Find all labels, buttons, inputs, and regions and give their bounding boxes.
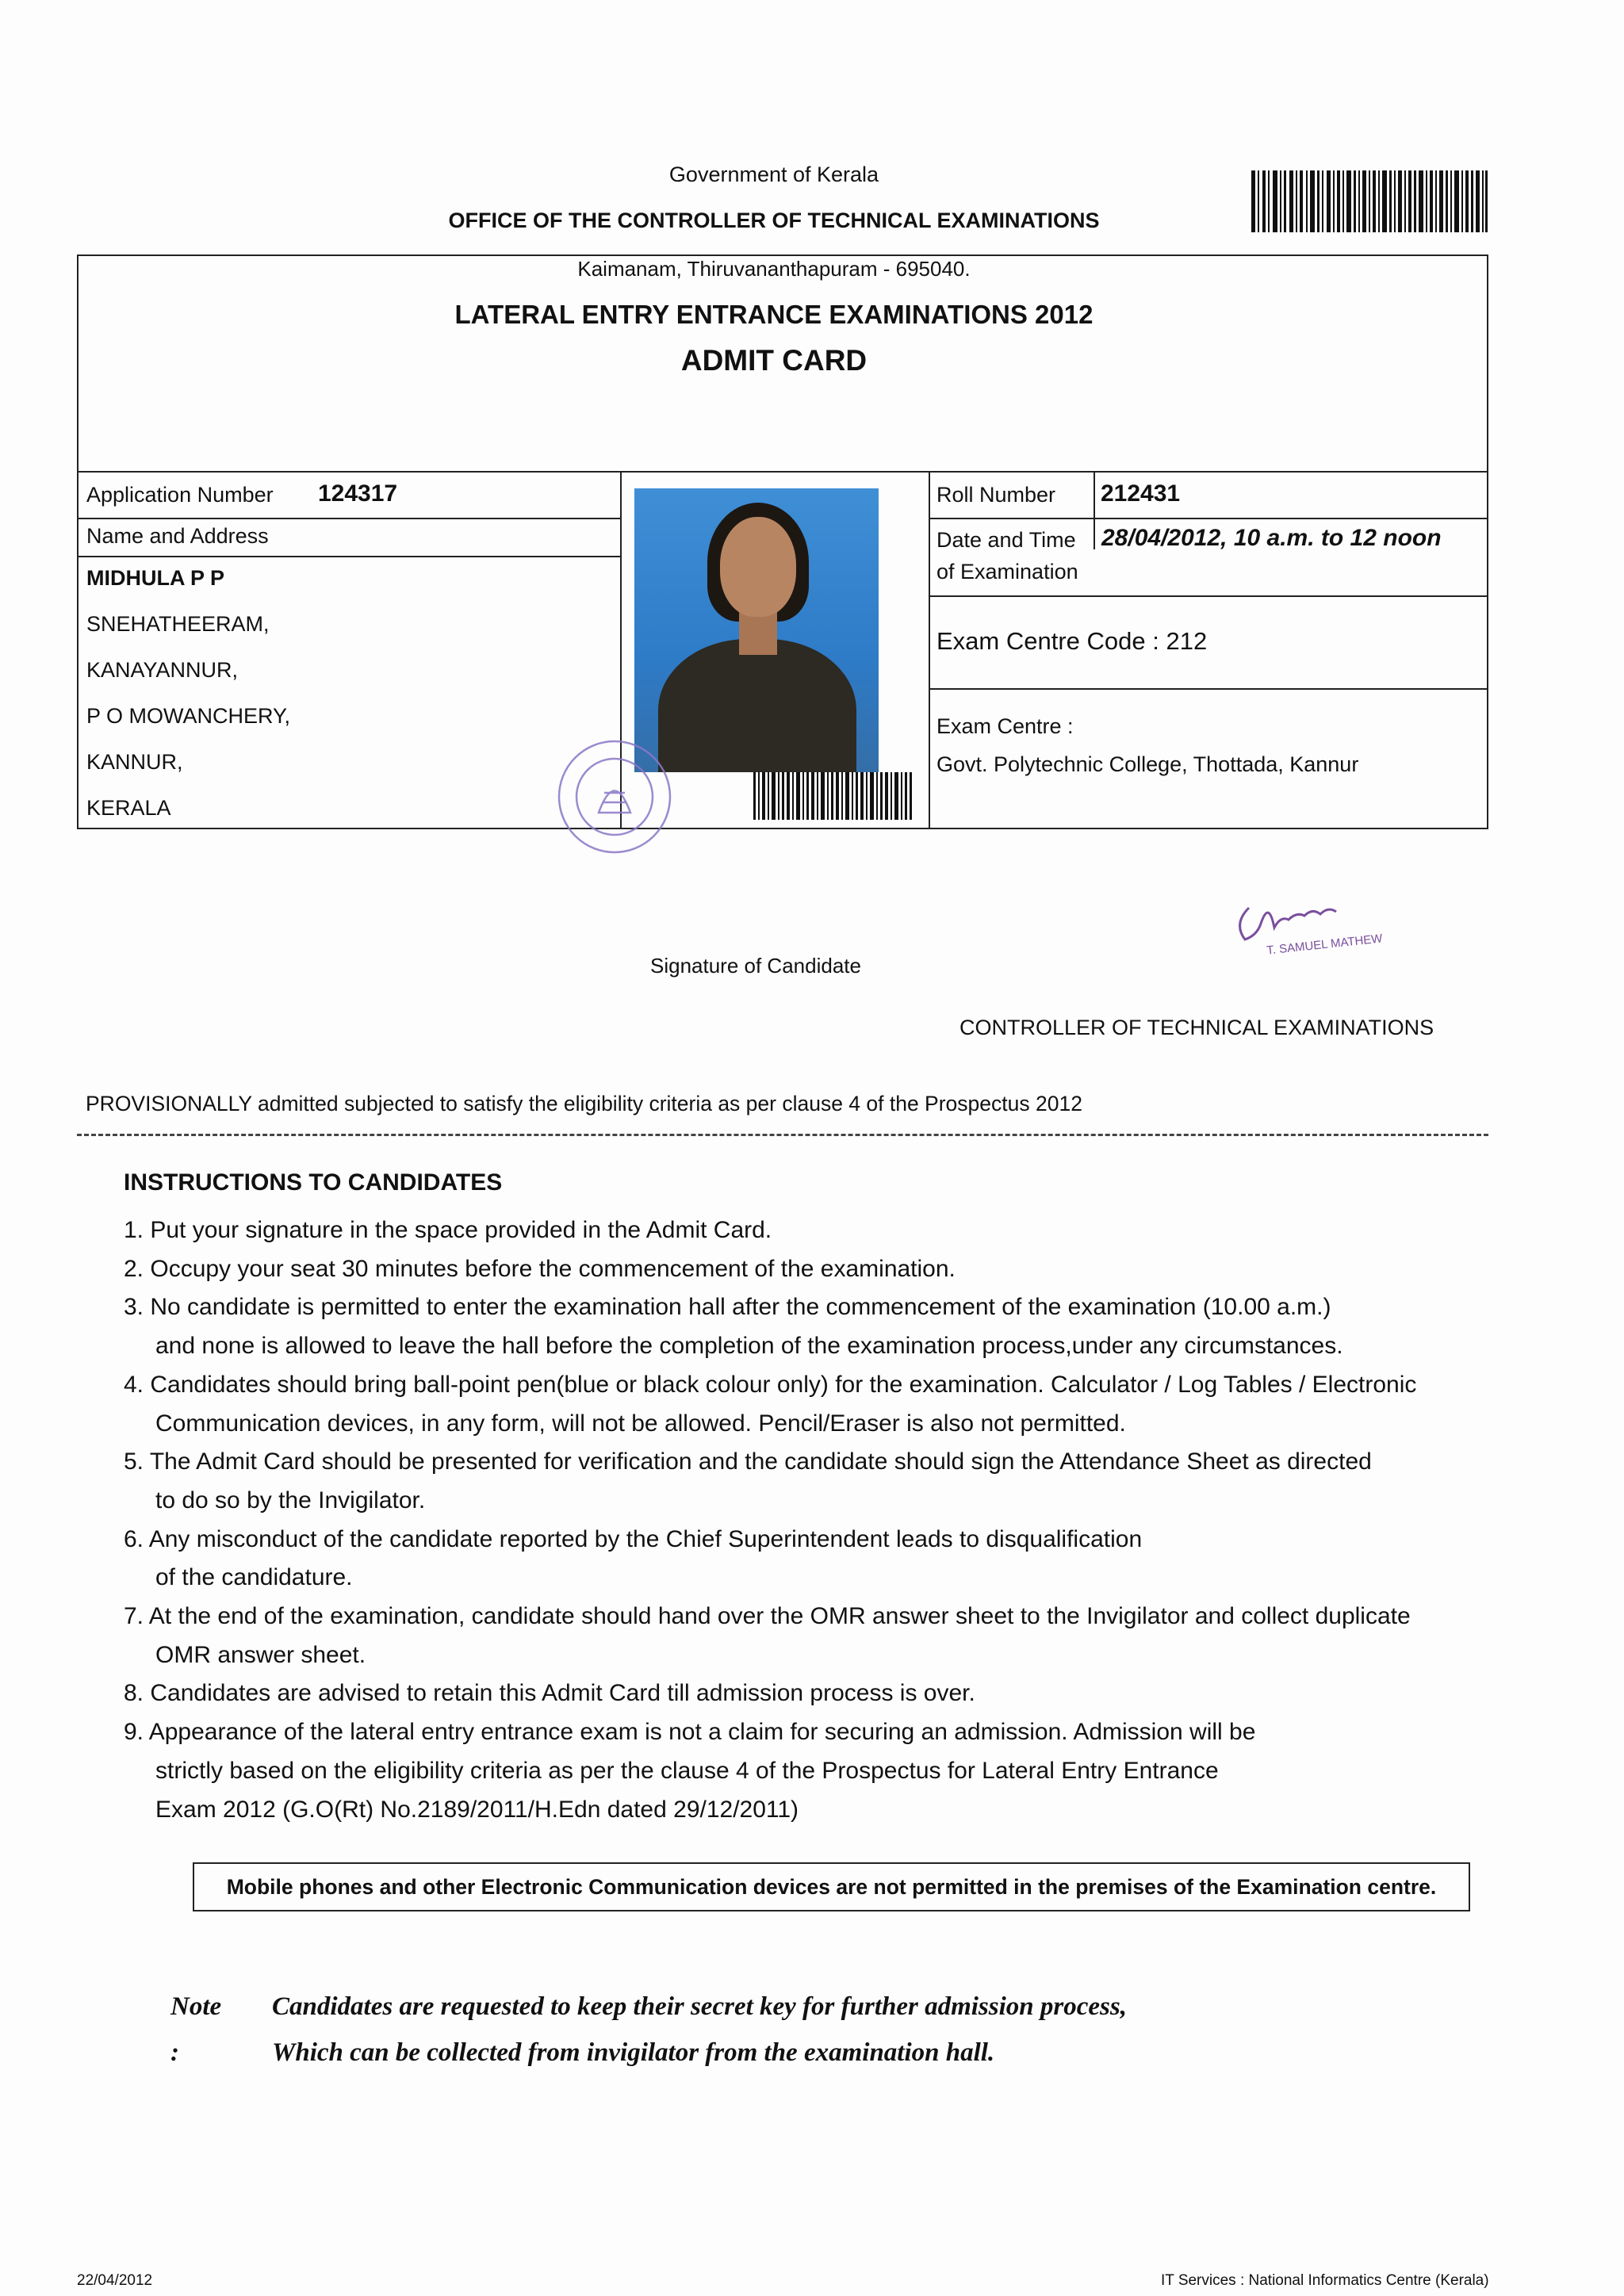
- grid-divider: [929, 688, 1487, 690]
- instructions-list: [124, 1211, 1488, 1829]
- instruction-line: 8. Candidates are advised to retain this Admit Card till admission process is over.: [124, 1680, 975, 1707]
- instruction-line: 2. Occupy your seat 30 minutes before the commencement of the examination.: [124, 1255, 956, 1282]
- address-line: P O MOWANCHERY,: [86, 704, 291, 728]
- instruction-line: Communication devices, in any form, will not be allowed. Pencil/Eraser is also not permitted.: [155, 1410, 1126, 1437]
- instruction-line: 3. No candidate is permitted to enter the examination hall after the commencement of the examination (10.00 a.m.): [124, 1294, 1331, 1321]
- note-label: Note :: [170, 1992, 222, 2067]
- instruction-line: 4. Candidates should bring ball-point pen(blue or black colour only) for the examination. Calculator / Log Tables / Electronic: [124, 1371, 1417, 1398]
- instruction-line: and none is allowed to leave the hall before the completion of the examination process,under any circumstances.: [155, 1333, 1343, 1360]
- datetime-label: of Examination: [936, 560, 1078, 584]
- grid-divider: [929, 518, 1487, 519]
- instructions-title: INSTRUCTIONS TO CANDIDATES: [124, 1169, 503, 1196]
- address-line: KERALA: [86, 796, 171, 820]
- grid-divider: [929, 595, 1487, 597]
- instruction-line: 5. The Admit Card should be presented for verification and the candidate should sign the Attendance Sheet as directed: [124, 1448, 1372, 1475]
- datetime-label: Date and Time: [936, 528, 1076, 552]
- controller-signature-name: T. SAMUEL MATHEW: [1266, 932, 1384, 958]
- candidate-signature-label: Signature of Candidate: [650, 954, 861, 978]
- grid-divider: [79, 556, 620, 557]
- application-number: 124317: [318, 480, 398, 507]
- footer-date: 22/04/2012: [77, 2272, 153, 2289]
- provisional-admission-note: PROVISIONALLY admitted subjected to satisfy the eligibility criteria as per clause 4 of the Prospectus 2012: [86, 1092, 1082, 1115]
- controller-title: CONTROLLER OF TECHNICAL EXAMINATIONS: [959, 1016, 1434, 1039]
- roll-number-label: Roll Number: [936, 483, 1056, 507]
- grid-divider: [929, 473, 930, 828]
- office-heading: OFFICE OF THE CONTROLLER OF TECHNICAL EXAMINATIONS: [448, 209, 1100, 232]
- instruction-line: of the candidature.: [155, 1564, 353, 1591]
- photo-barcode: [753, 772, 912, 820]
- instruction-line: 6. Any misconduct of the candidate reported by the Chief Superintendent leads to disqualification: [124, 1525, 1143, 1552]
- address-line: SNEHATHEERAM,: [86, 612, 270, 636]
- roll-number: 212431: [1101, 480, 1181, 507]
- grid-divider: [79, 518, 620, 519]
- exam-centre-code: Exam Centre Code : 212: [936, 627, 1208, 655]
- grid-divider: [1094, 473, 1095, 549]
- name-address-label: Name and Address: [86, 524, 269, 548]
- office-seal: [555, 737, 674, 856]
- instruction-line: Exam 2012 (G.O(Rt) No.2189/2011/H.Edn dated 29/12/2011): [155, 1796, 799, 1823]
- footer-credit: IT Services : National Informatics Centre (Kerala): [1161, 2272, 1489, 2289]
- office-address: Kaimanam, Thiruvananthapuram - 695040.: [577, 257, 971, 281]
- instruction-line: 1. Put your signature in the space provided in the Admit Card.: [124, 1217, 772, 1243]
- instruction-line: 7. At the end of the examination, candidate should hand over the OMR answer sheet to the Invigilator and collect duplicate: [124, 1603, 1411, 1630]
- details-grid: [77, 471, 1488, 829]
- exam-centre-name: Govt. Polytechnic College, Thottada, Kannur: [936, 752, 1359, 776]
- exam-centre-label: Exam Centre :: [936, 714, 1074, 738]
- photo-body: [658, 639, 856, 772]
- exam-title: LATERAL ENTRY ENTRANCE EXAMINATIONS 2012: [454, 300, 1094, 329]
- exam-datetime: 28/04/2012, 10 a.m. to 12 noon: [1101, 525, 1442, 551]
- address-line: KANNUR,: [86, 750, 183, 774]
- controller-signature: [1225, 892, 1392, 963]
- note-line: Candidates are requested to keep their secret key for further admission process,: [272, 1992, 1127, 2021]
- address-line: KANAYANNUR,: [86, 658, 239, 682]
- mobile-phone-warning: Mobile phones and other Electronic Communication devices are not permitted in the premises of the Examination centre.: [193, 1862, 1470, 1911]
- top-barcode: [1251, 170, 1488, 232]
- instruction-line: strictly based on the eligibility criteria as per the clause 4 of the Prospectus for Lateral Entry Entrance: [155, 1757, 1219, 1784]
- admit-card-title: ADMIT CARD: [680, 344, 868, 377]
- instruction-line: to do so by the Invigilator.: [155, 1487, 426, 1513]
- government-heading: Government of Kerala: [668, 163, 879, 186]
- application-number-label: Application Number: [86, 483, 274, 507]
- candidate-photo: [634, 488, 879, 772]
- instruction-line: 9. Appearance of the lateral entry entrance exam is not a claim for securing an admission. Admission will be: [124, 1719, 1256, 1746]
- instruction-line: OMR answer sheet.: [155, 1641, 366, 1668]
- candidate-name: MIDHULA P P: [86, 566, 225, 590]
- photo-face: [720, 517, 796, 617]
- dashed-separator: [77, 1134, 1488, 1136]
- note-line: Which can be collected from invigilator from the examination hall.: [272, 2038, 995, 2067]
